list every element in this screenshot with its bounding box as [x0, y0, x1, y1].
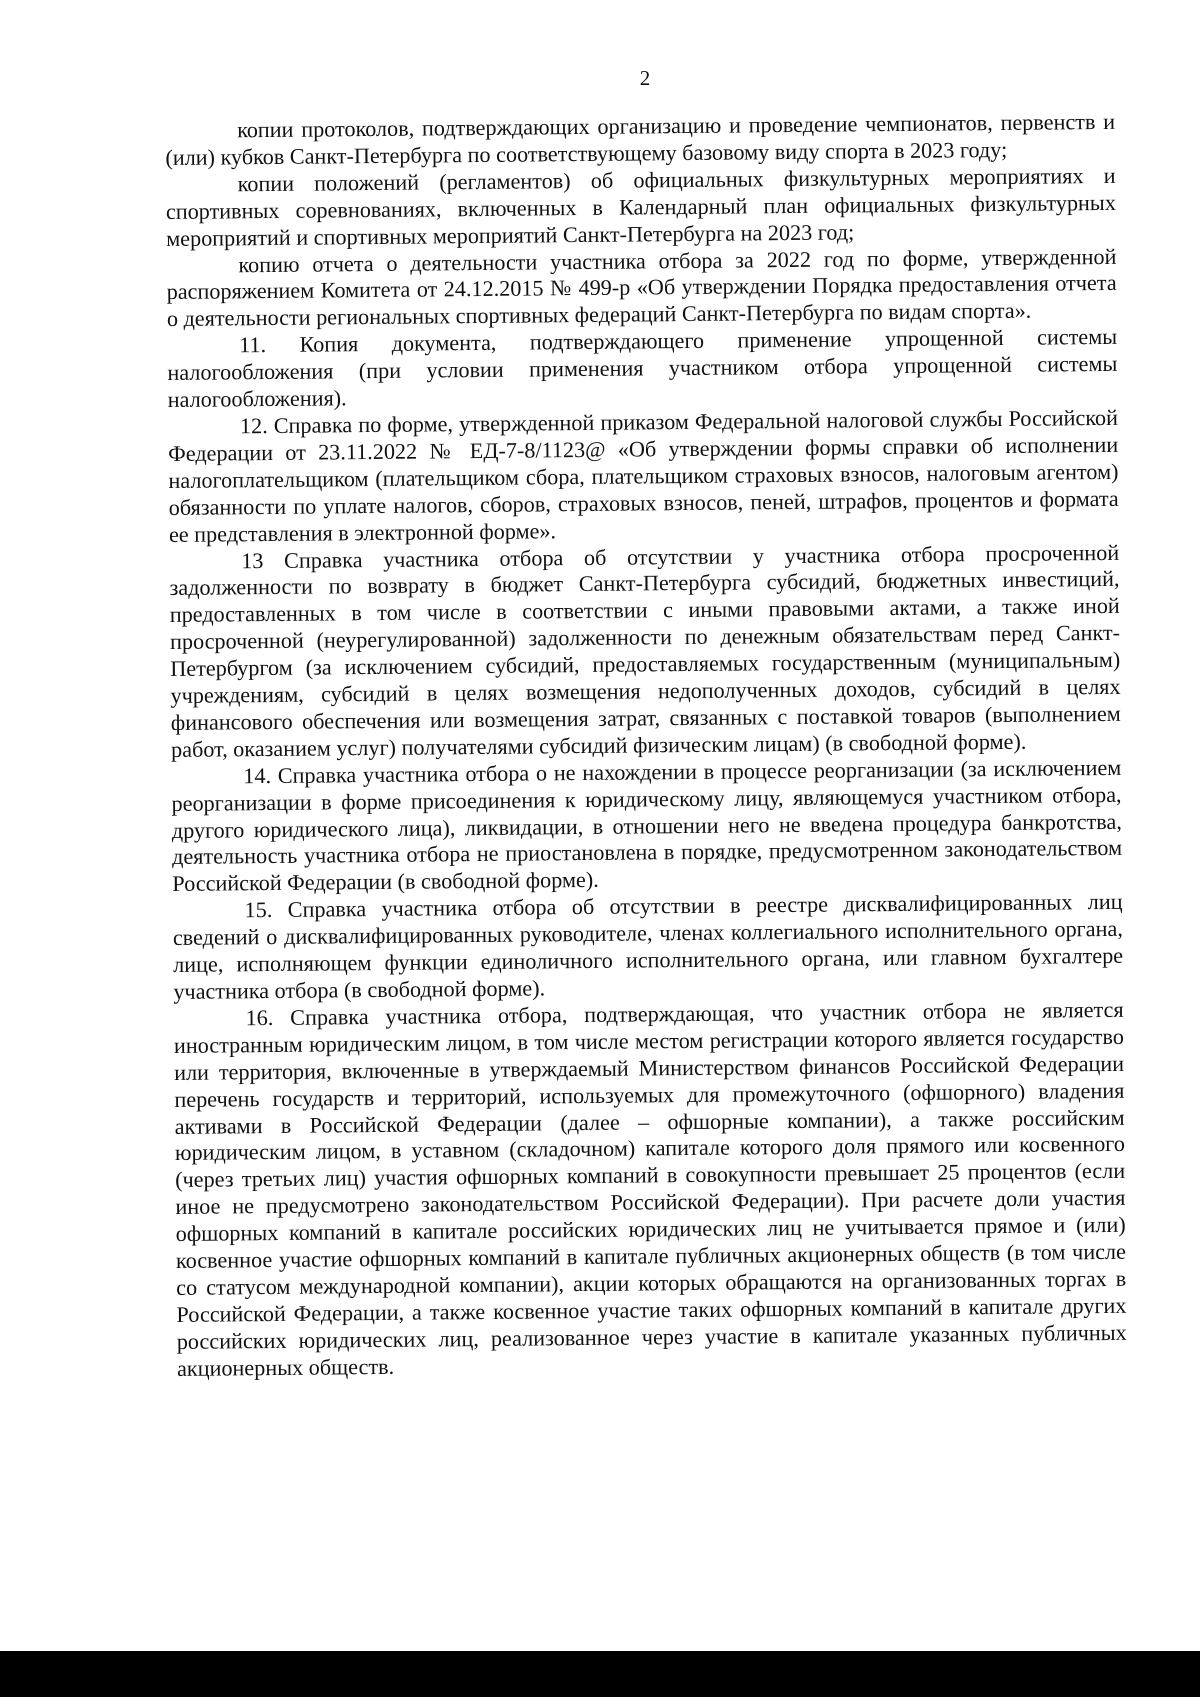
scan-bottom-border [0, 1651, 1200, 1697]
page-number: 2 [639, 66, 651, 90]
paragraph-activity-report: копию отчета о деятельности участника отбора за 2022 год по форме, утвержденной распоряжением Комитета от 24.12.2015 № 499-р «Об утверждении Порядка предоставления отчета о деятельности региональных спортивных федераций Санкт-Петербурга по видам спорта». [166, 243, 1117, 332]
paragraph-item-14: 14. Справка участника отбора о не нахождении в процессе реорганизации (за исключением реорганизации в форме присоединения к юридическому лицу, являющемуся участником отбора, другого юридического лица), ликвидации, в отношении него не введена процедура банкротства, деятельность участника отбора не приостановлена в порядке, предусмотренном законодательством Российской Федерации (в свободной форме). [171, 754, 1123, 897]
paragraph-item-12: 12. Справка по форме, утвержденной приказом Федеральной налоговой службы Российской Федерации от 23.11.2022 № ЕД-7-8/1123@ «Об утверждении формы справки об исполнении налогоплательщиком (плательщиком сбора, плательщиком страховых взносов, налоговым агентом) обязанности по уплате налогов, сборов, страховых взносов, пеней, штрафов, процентов и формата ее представления в электронной форме». [168, 404, 1119, 547]
document-body [165, 109, 1127, 1383]
paragraph-item-13: 13 Справка участника отбора об отсутствии у участника отбора просроченной задолженности по возврату в бюджет Санкт-Петербурга субсидий, бюджетных инвестиций, предоставленных в том числе в соответствии с иными правовыми актами, а также иной просроченной (неурегулированной) задолженности по денежным обязательствам перед Санкт-Петербургом (за исключением субсидий, предоставляемых государственным (муниципальным) учреждениям, субсидий в целях возмещения недополученных доходов, субсидий в целях финансового обеспечения или возмещения затрат, связанных с поставкой товаров (выполнением работ, оказанием услуг) получателями субсидий физическим лицам) (в свободной форме). [169, 539, 1121, 762]
paragraph-item-15: 15. Справка участника отбора об отсутствии в реестре дисквалифицированных лиц сведений о дисквалифицированных руководителе, членах коллегиального исполнительного органа, лице, исполняющем функции единоличного исполнительного органа, или главном бухгалтере участника отбора (в свободной форме). [172, 889, 1124, 1004]
paragraph-item-16: 16. Справка участника отбора, подтверждающая, что участник отбора не является иностранным юридическим лицом, в том числе местом регистрации которого является государство или территория, включенные в утверждаемый Министерством финансов Российской Федерации перечень государств и территорий, используемых для промежуточного (офшорного) владения активами в Российской Федерации (далее – офшорные компании), а также российским юридическим лицом, в уставном (складочном) капитале которого доля прямого или косвенного (через третьих лиц) участия офшорных компаний в совокупности превышает 25 процентов (если иное не предусмотрено законодательством Российской Федерации). При расчете доли участия офшорных компаний в капитале российских юридических лиц не учитывается прямое и (или) косвенное участие офшорных компаний в капитале публичных акционерных обществ (в том числе со статусом международной компании), акции которых обращаются на организованных торгах в Российской Федерации, а также косвенное участие таких офшорных компаний в капитале других российских юридических лиц, реализованное через участие в капитале указанных публичных акционерных обществ. [173, 996, 1127, 1381]
paragraph-regulation-copies: копии положений (регламентов) об официальных физкультурных мероприятиях и спортивных соревнованиях, включенных в Календарный план официальных физкультурных мероприятий и спортивных мероприятий Санкт-Петербурга на 2023 год; [165, 162, 1116, 251]
paragraph-protocol-copies: копии протоколов, подтверждающих организацию и проведение чемпионатов, первенств и (или) кубков Санкт-Петербурга по соответствующему базовому виду спорта в 2023 году; [165, 108, 1116, 170]
paragraph-item-11: 11. Копия документа, подтверждающего применение упрощенной системы налогообложения (при условии применения участником отбора упрощенной системы налогообложения). [167, 324, 1118, 413]
